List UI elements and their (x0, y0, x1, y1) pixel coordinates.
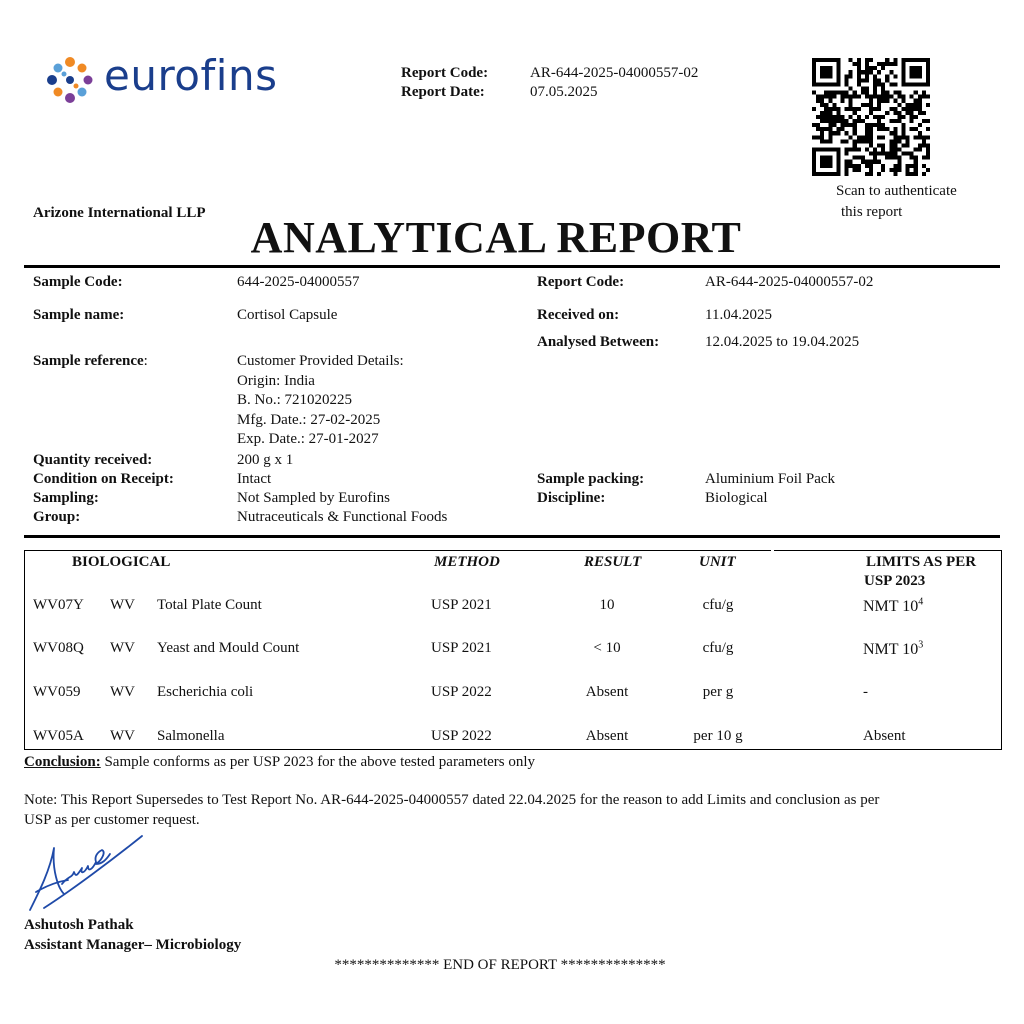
row-wv: WV (110, 684, 135, 700)
sample-code: 644-2025-04000557 (237, 274, 360, 290)
sample-reference-line: Customer Provided Details: (237, 353, 404, 369)
sample-reference-details (237, 352, 404, 450)
quantity-label: Quantity received: (33, 452, 153, 468)
page-title (0, 212, 1024, 263)
row-unit: cfu/g (702, 597, 734, 613)
col-biological: BIOLOGICAL (72, 554, 171, 570)
row-limit-exponent: 3 (918, 639, 924, 651)
discipline-label: Discipline: (537, 490, 606, 506)
eurofins-dots-icon (44, 54, 96, 106)
top-report-code-label: Report Code: (401, 65, 489, 81)
note-line: Note: This Report Supersedes to Test Report No. AR-644-2025-04000557 dated 22.04.2025 for the reason to add Limits and conclusion as per (24, 792, 880, 808)
sample-name: Cortisol Capsule (237, 307, 338, 323)
top-report-date: 07.05.2025 (530, 84, 598, 100)
row-unit: per g (702, 684, 734, 700)
row-code: WV05A (33, 728, 84, 744)
group-label: Group: (33, 509, 81, 525)
qr-code[interactable] (812, 58, 930, 176)
row-limit: - (863, 684, 868, 700)
report-code-label: Report Code: (537, 274, 625, 290)
row-method: USP 2022 (431, 684, 492, 700)
top-report-code: AR-644-2025-04000557-02 (530, 65, 699, 81)
row-wv: WV (110, 597, 135, 613)
row-limit (863, 641, 923, 659)
header-gap (771, 550, 774, 553)
row-unit: per 10 g (693, 728, 743, 744)
row-method: USP 2021 (431, 597, 492, 613)
top-report-date-label: Report Date: (401, 84, 485, 100)
page-title-text: ANALYTICAL REPORT (250, 213, 742, 262)
row-result: < 10 (593, 640, 621, 656)
row-limit-base: NMT 10 (863, 598, 919, 615)
row-wv: WV (110, 640, 135, 656)
row-parameter: Salmonella (157, 728, 225, 744)
sample-reference-line: Mfg. Date.: 27-02-2025 (237, 411, 381, 428)
row-method: USP 2021 (431, 640, 492, 656)
row-code: WV07Y (33, 597, 84, 613)
packing-label: Sample packing: (537, 471, 645, 487)
sample-reference-line: Exp. Date.: 27-01-2027 (237, 431, 379, 447)
qr-caption-line2: this report (841, 204, 903, 220)
sample-reference-label-wrap (33, 352, 148, 371)
row-parameter: Yeast and Mould Count (157, 640, 300, 656)
row-unit: cfu/g (702, 640, 734, 656)
eurofins-logo (44, 50, 294, 106)
sample-reference-colon: : (143, 353, 148, 369)
condition-label: Condition on Receipt: (33, 471, 174, 487)
received-date: 11.04.2025 (705, 307, 772, 323)
analysed-label: Analysed Between: (537, 334, 660, 350)
sample-reference-line: B. No.: 721020225 (237, 392, 353, 408)
brand-name: eurofins (104, 51, 278, 100)
sample-code-label: Sample Code: (33, 274, 123, 290)
details-divider (24, 535, 1000, 538)
discipline-value: Biological (705, 490, 768, 506)
row-result: Absent (585, 728, 629, 744)
sampling-label: Sampling: (33, 490, 99, 506)
condition-value: Intact (237, 471, 272, 487)
quantity-value: 200 g x 1 (237, 452, 294, 468)
col-method: METHOD (434, 554, 500, 570)
signature-text: Ashutosh (62, 874, 66, 875)
signature (22, 830, 147, 915)
report-code: AR-644-2025-04000557-02 (705, 274, 874, 290)
client-name: Arizone International LLP (33, 205, 206, 221)
note-line: USP as per customer request. (24, 812, 200, 828)
packing-value: Aluminium Foil Pack (705, 471, 836, 487)
qr-caption-line1: Scan to authenticate (836, 183, 957, 199)
row-wv: WV (110, 728, 135, 744)
row-result: Absent (585, 684, 629, 700)
supersede-note (24, 790, 879, 830)
conclusion-label: Conclusion: (24, 754, 101, 770)
row-result: 10 (599, 597, 615, 613)
sample-name-label: Sample name: (33, 307, 125, 323)
row-parameter: Total Plate Count (157, 597, 262, 613)
end-of-report-text: ************** END OF REPORT ************** (334, 957, 666, 973)
signatory-name: Ashutosh Pathak (24, 917, 134, 933)
row-limit-base: NMT 10 (863, 641, 919, 658)
received-label: Received on: (537, 307, 620, 323)
row-code: WV08Q (33, 640, 84, 656)
row-method: USP 2022 (431, 728, 492, 744)
col-limits: LIMITS AS PER (866, 554, 977, 570)
signatory-title: Assistant Manager– Microbiology (24, 937, 242, 953)
row-limit-exponent: 4 (918, 596, 924, 608)
sample-reference-line: Origin: India (237, 372, 315, 389)
conclusion-text: Sample conforms as per USP 2023 for the above tested parameters only (104, 754, 536, 770)
conclusion (24, 753, 535, 772)
row-parameter: Escherichia coli (157, 684, 254, 700)
col-unit: UNIT (699, 554, 736, 570)
group-value: Nutraceuticals & Functional Foods (237, 509, 448, 525)
sample-reference-label: Sample reference (33, 353, 144, 369)
row-code: WV059 (33, 684, 81, 700)
sampling-value: Not Sampled by Eurofins (237, 490, 390, 506)
end-of-report (0, 956, 1024, 975)
title-divider (24, 265, 1000, 268)
col-limits-standard: USP 2023 (864, 573, 926, 589)
analysed-dates: 12.04.2025 to 19.04.2025 (705, 334, 860, 350)
row-limit (863, 598, 923, 616)
row-limit: Absent (863, 728, 906, 744)
col-result: RESULT (584, 554, 642, 570)
